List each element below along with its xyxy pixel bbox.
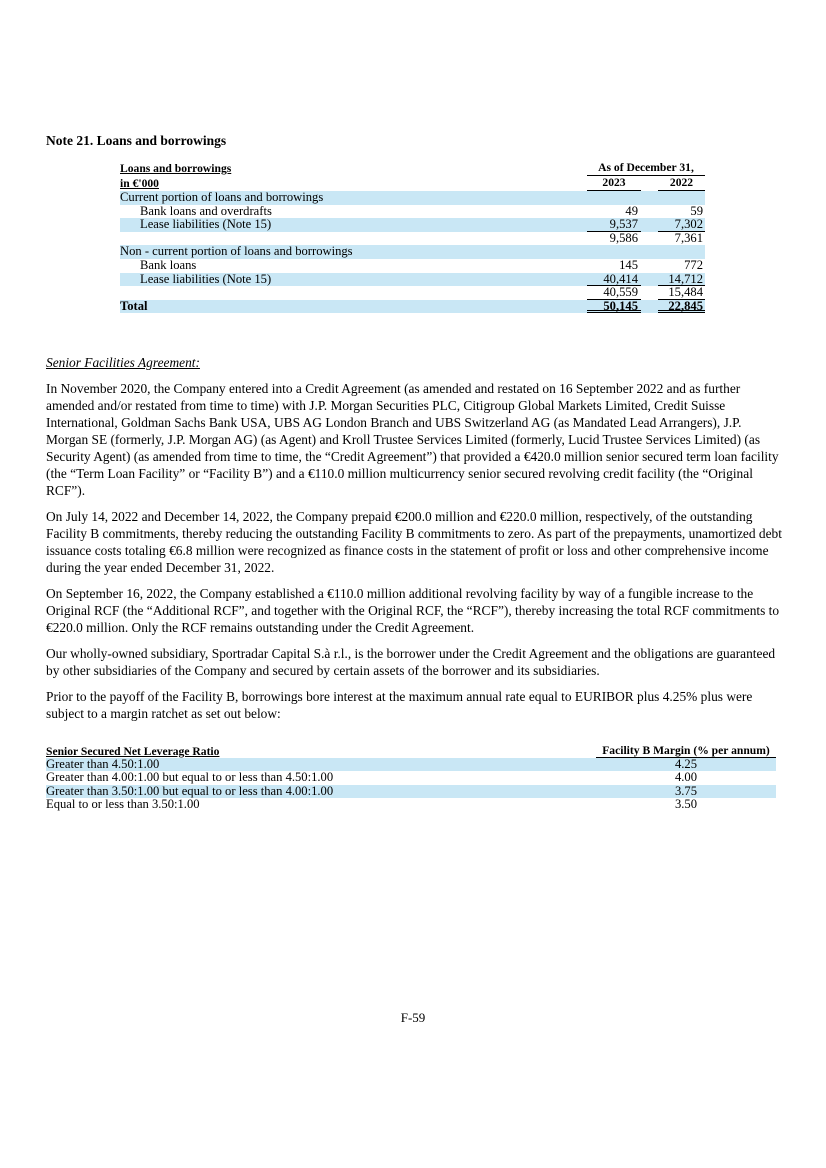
value-2022: 59 xyxy=(690,203,703,218)
leverage-ratio-cell: Equal to or less than 3.50:1.00 xyxy=(46,797,200,812)
row-label: Lease liabilities (Note 15) xyxy=(140,272,272,286)
paragraph: On September 16, 2022, the Company established a €110.0 million additional revolving facility by way of a fungible increase to the Original RCF (the “Additional RCF”, and together with the Original RCF, the “RCF”), thereby increasing the total RCF commitments to €220.0 million. Only the RCF remains outstanding under the Credit Agreement. xyxy=(46,586,780,635)
value-2023: 50,145 xyxy=(587,300,641,314)
loans-table-body xyxy=(120,191,705,313)
paragraph: On July 14, 2022 and December 14, 2022, the Company prepaid €200.0 million and €220.0 million, respectively, of the outstanding Facility B commitments, thereby reducing the outstanding Facility B commitments to zero. As part of the prepayments, unamortized debt issuance costs totaling €6.8 million were recognized as finance costs in the statement of profit or loss and other comprehensive income during the year ended December 31, 2022. xyxy=(46,509,782,575)
value-2023: 40,414 xyxy=(587,273,641,287)
value-2023 xyxy=(587,191,641,205)
paragraph: Prior to the payoff of the Facility B, borrowings bore interest at the maximum annual rate equal to EURIBOR plus 4.25% plus were subject to a margin ratchet as set out below: xyxy=(46,689,753,721)
year-2022-header: 2022 xyxy=(658,176,705,191)
note-title: Note 21. Loans and borrowings xyxy=(46,133,227,148)
table-row xyxy=(120,218,705,232)
column-gap xyxy=(641,232,658,246)
row-label xyxy=(120,232,587,246)
paragraph: Our wholly-owned subsidiary, Sportradar Capital S.à r.l., is the borrower under the Credit Agreement and the obligations are guaranteed by other subsidiaries of the Company and secured by certain assets of the borrower and its subsidiaries. xyxy=(46,646,776,678)
row-label: Non - current portion of loans and borrowings xyxy=(120,245,353,259)
row-label: Current portion of loans and borrowings xyxy=(120,191,324,204)
margin-value-cell: 4.25 xyxy=(674,757,698,771)
value-2022: 772 xyxy=(684,257,703,272)
margin-value-cell: 3.75 xyxy=(674,783,698,798)
loans-table-header-row-2 xyxy=(120,176,705,191)
table-row xyxy=(46,785,776,798)
column-gap xyxy=(641,259,658,273)
page-number: F-59 xyxy=(400,1010,426,1025)
table-row xyxy=(120,300,705,314)
value-2022: 15,484 xyxy=(658,286,705,300)
value-2023: 9,586 xyxy=(609,230,638,245)
column-gap xyxy=(641,300,658,314)
paragraph: In November 2020, the Company entered into a Credit Agreement (as amended and restated on 16 September 2022 and as further amended and/or restated from time to time) with J.P. Morgan Securities PLC, Citigroup Global Markets Limited, Credit Suisse International, Goldman Sachs Bank USA, UBS AG London Branch and UBS Switzerland AG (as Mandated Lead Arrangers), J.P. Morgan SE (formerly, J.P. Morgan AG) (as Agent) and Kroll Trustee Services Limited (formerly, Lucid Trustee Services Limited) (as Security Agent) (as amended from time to time, the “Credit Agreement”) that provided a €420.0 million senior secured term loan facility (the “Term Loan Facility” or “Facility B”) and a €110.0 million multicurrency senior secured revolving credit facility (the “Original RCF”). xyxy=(46,381,779,498)
leverage-ratio-cell: Greater than 4.50:1.00 xyxy=(46,757,160,771)
column-gap xyxy=(641,191,658,205)
table-row xyxy=(120,273,705,287)
value-2022: 7,302 xyxy=(658,218,705,232)
section-heading: Senior Facilities Agreement: xyxy=(46,355,200,370)
column-gap xyxy=(641,273,658,287)
value-2023 xyxy=(587,245,641,259)
as-of-december-header: As of December 31, xyxy=(587,161,705,176)
value-2022: 7,361 xyxy=(674,230,703,245)
year-2023-header: 2023 xyxy=(587,176,641,191)
leverage-ratio-cell: Greater than 3.50:1.00 but equal to or less than 4.00:1.00 xyxy=(46,783,334,798)
margin-value-cell: 3.50 xyxy=(674,797,698,812)
row-label: Lease liabilities (Note 15) xyxy=(140,218,272,232)
column-gap xyxy=(641,245,658,259)
value-2022: 14,712 xyxy=(658,273,705,287)
margin-ratchet-table xyxy=(46,744,776,812)
value-2023: 40,559 xyxy=(587,286,641,300)
table-row xyxy=(46,798,776,811)
leverage-ratio-cell: Greater than 4.00:1.00 but equal to or less than 4.50:1.00 xyxy=(46,770,334,785)
table-row xyxy=(120,259,705,273)
column-gap xyxy=(641,218,658,232)
body-paragraphs xyxy=(46,380,784,731)
margin-table-body xyxy=(46,758,776,812)
table-row xyxy=(120,191,705,205)
value-2023: 145 xyxy=(619,257,638,272)
row-label: Bank loans and overdrafts xyxy=(140,204,272,218)
value-2022: 22,845 xyxy=(658,300,705,314)
row-label: Total xyxy=(120,299,148,313)
table-row xyxy=(120,286,705,300)
value-2022 xyxy=(658,245,705,259)
loans-table-header-row-1 xyxy=(120,161,705,176)
table-row xyxy=(46,771,776,784)
value-2023: 49 xyxy=(625,203,638,218)
value-2023: 9,537 xyxy=(587,218,641,232)
table-row xyxy=(46,758,776,771)
facility-b-margin-header: Facility B Margin (% per annum) xyxy=(596,744,776,758)
column-gap xyxy=(641,286,658,300)
margin-value-cell: 4.00 xyxy=(674,770,698,785)
margin-table-header-row xyxy=(46,744,776,758)
value-2022 xyxy=(658,191,705,205)
row-label xyxy=(120,286,587,300)
leverage-ratio-header-text: Senior Secured Net Leverage Ratio xyxy=(46,745,220,758)
loans-borrowings-table xyxy=(120,161,705,313)
row-label: Bank loans xyxy=(140,258,197,272)
units-label: in €'000 xyxy=(120,177,159,190)
table-row xyxy=(120,232,705,246)
table-row xyxy=(120,205,705,219)
column-gap xyxy=(641,205,658,219)
loans-table-title: Loans and borrowings xyxy=(120,162,232,175)
table-row xyxy=(120,245,705,259)
